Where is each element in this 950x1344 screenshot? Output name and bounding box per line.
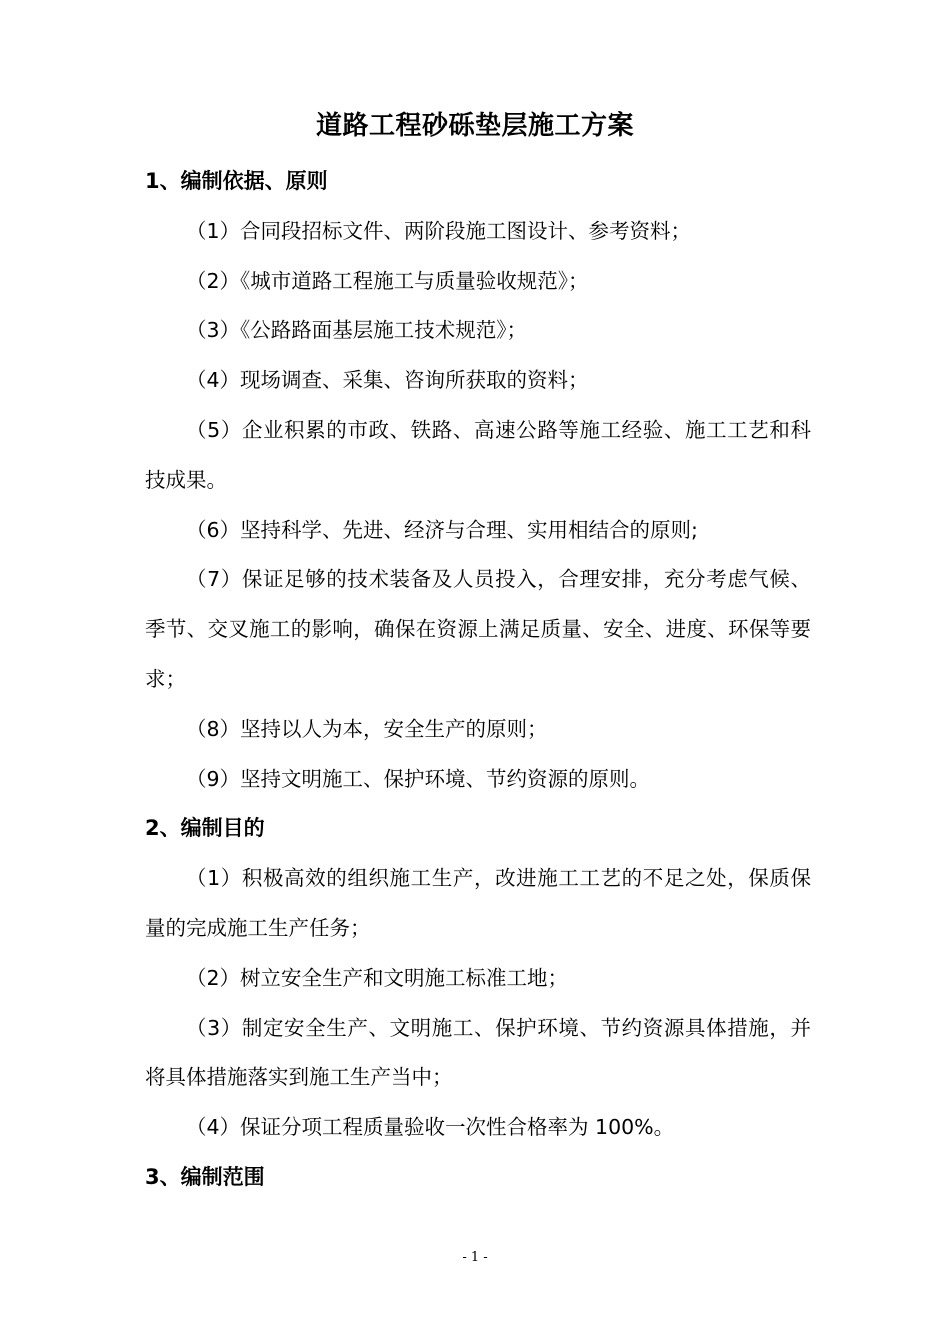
paragraph: （8）坚持以人为本，安全生产的原则； xyxy=(186,716,548,741)
paragraph: （2）树立安全生产和文明施工标准工地； xyxy=(186,965,569,990)
paragraph: （2）《城市道路工程施工与质量验收规范》； xyxy=(186,268,589,293)
section-heading: 3、编制范围 xyxy=(145,1164,265,1189)
paragraph: （1）积极高效的组织施工生产，改进施工工艺的不足之处，保质保量的完成施工生产任务； xyxy=(145,866,811,940)
paragraph: （6）坚持科学、先进、经济与合理、实用相结合的原则; xyxy=(186,517,698,542)
paragraph: （7）保证足够的技术装备及人员投入，合理安排，充分考虑气候、季节、交叉施工的影响，确保在资源上满足质量、安全、进度、环保等要求； xyxy=(145,567,811,691)
section-heading: 1、编制依据、原则 xyxy=(145,169,328,193)
paragraph: （1）合同段招标文件、两阶段施工图设计、参考资料； xyxy=(186,218,692,243)
document-title: 道路工程砂砾垫层施工方案 xyxy=(315,111,634,141)
section-heading: 2、编制目的 xyxy=(145,816,265,841)
page-number: - 1 - xyxy=(462,1250,488,1265)
paragraph: （4）保证分项工程质量验收一次性合格率为 100%。 xyxy=(186,1115,675,1140)
paragraph: （3）《公路路面基层施工技术规范》； xyxy=(186,318,528,343)
paragraph: （5）企业积累的市政、铁路、高速公路等施工经验、施工工艺和科技成果。 xyxy=(145,417,811,492)
paragraph: （9）坚持文明施工、保护环境、节约资源的原则。 xyxy=(186,766,651,791)
paragraph: （4）现场调查、采集、咨询所获取的资料； xyxy=(186,368,589,393)
paragraph: （3）制定安全生产、文明施工、保护环境、节约资源具体措施，并将具体措施落实到施工生产当中； xyxy=(145,1015,811,1090)
document-body xyxy=(145,157,811,1203)
